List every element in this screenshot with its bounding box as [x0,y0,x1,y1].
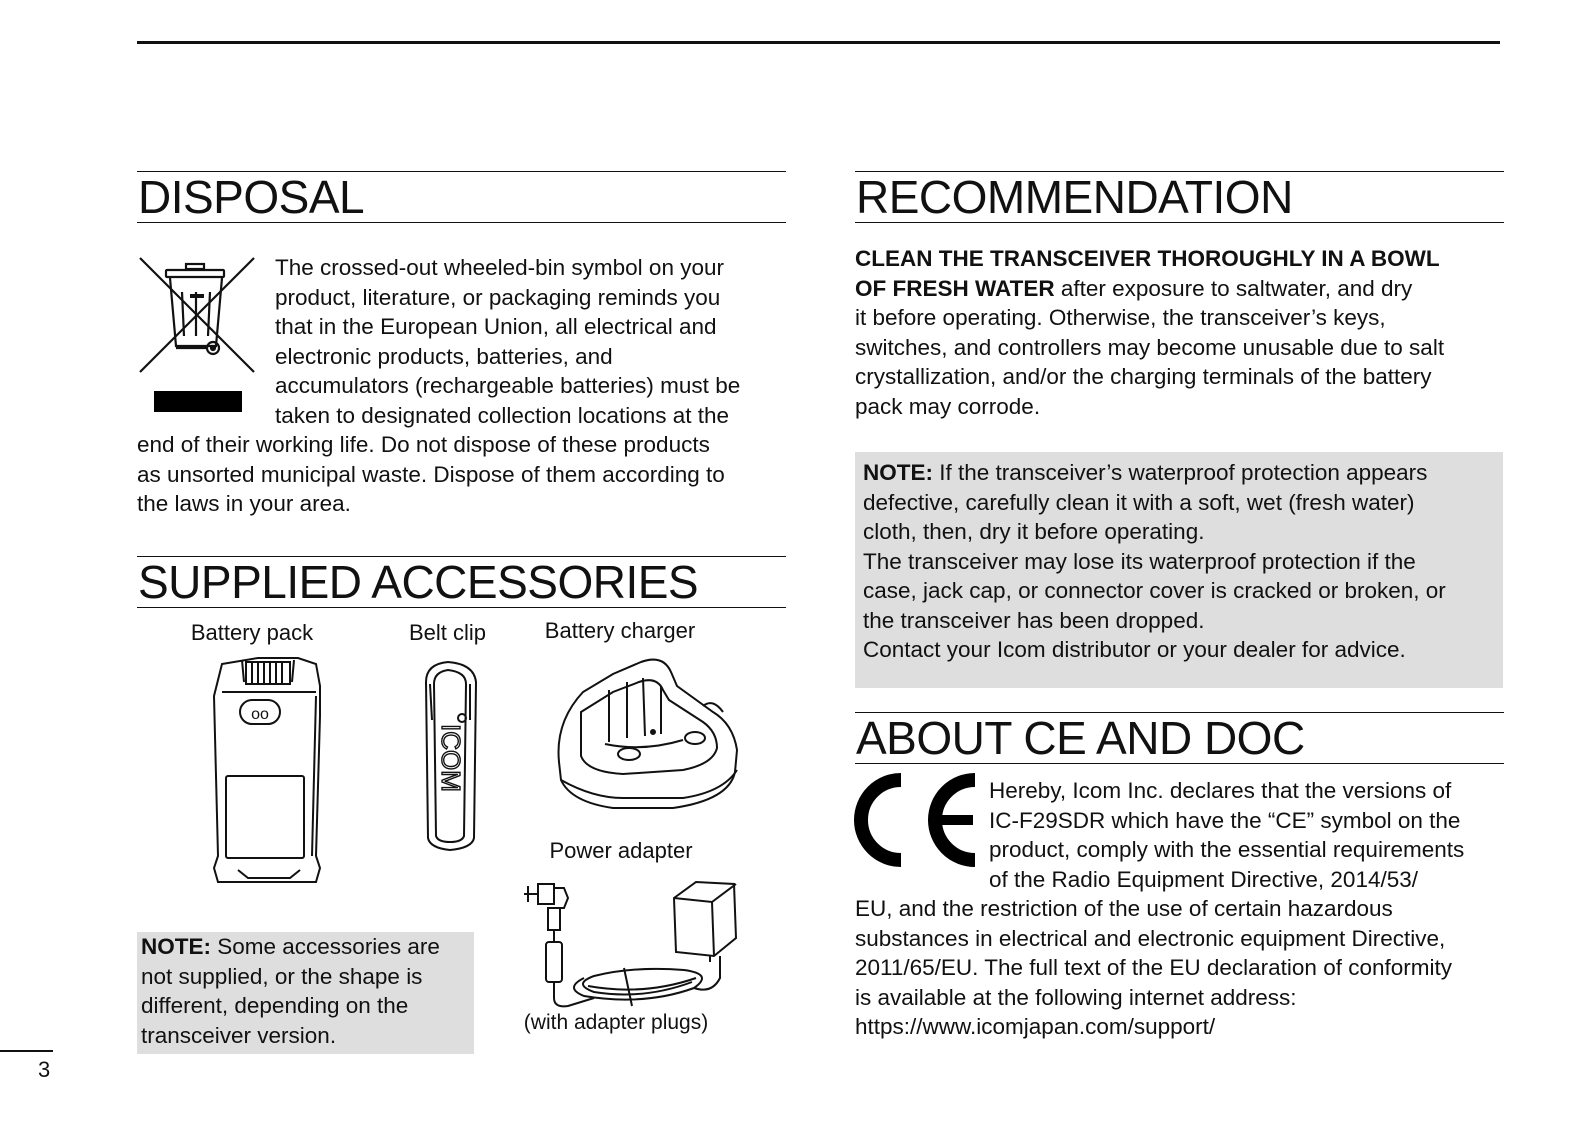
note-line: different, depending on the [141,993,409,1018]
note-label: NOTE: [863,460,933,485]
note-label: NOTE: [141,934,211,959]
note-line: the transceiver has been dropped. [863,607,1205,633]
text-line: crystallization, and/or the charging terminals of the battery [855,364,1432,389]
note-line: The transceiver may lose its waterproof protection if the [863,548,1416,574]
bold-phrase: OF FRESH WATER [855,275,1055,301]
recommendation-note [855,452,1503,688]
text-line: 2011/65/EU. The full text of the EU declaration of conformity [855,955,1452,980]
text-line: product, literature, or packaging reminds you [275,284,721,310]
text-line: as unsorted municipal waste. Dispose of them according to [137,461,725,487]
battery-pack-image [208,656,332,891]
ce-mark-icon [853,776,983,862]
text-line: Hereby, Icom Inc. declares that the versions of [989,778,1452,803]
text-line: it before operating. Otherwise, the transceiver’s keys, [855,305,1386,330]
note-line: case, jack cap, or connector cover is cracked or broken, or [863,578,1446,603]
page-number-rule [0,1050,53,1052]
svg-text:oo: oo [251,706,269,723]
text-line: of the Radio Equipment Directive, 2014/53/ [989,866,1419,892]
adapter-plugs-label: (with adapter plugs) [523,1011,709,1034]
note-text: If the transceiver’s waterproof protection appears [933,460,1428,485]
disposal-full-text [137,430,787,519]
note-line [141,932,474,962]
note-line [863,458,1503,488]
belt-clip-label: Belt clip [408,620,487,645]
note-line: not supplied, or the shape is [141,963,423,989]
belt-clip-brand: ICOM [436,724,466,792]
top-rule [137,41,1500,44]
accessories-note [137,932,474,1054]
note-line: Contact your Icom distributor or your dealer for advice. [863,637,1406,662]
text-run: after exposure to saltwater, and dry [1054,275,1413,301]
accessories-heading: SUPPLIED ACCESSORIES [137,556,786,608]
note-line: cloth, then, dry it before operating. [863,519,1205,544]
text-line: EU, and the restriction of the use of certain hazardous [855,896,1393,921]
text-line: electronic products, batteries, and [275,343,613,369]
text-line: product, comply with the essential requirements [989,837,1465,862]
support-url: https://www.icomjapan.com/support/ [855,1014,1216,1039]
text-line: the laws in your area. [137,491,351,516]
text-line: The crossed-out wheeled-bin symbol on your [275,255,724,280]
power-adapter-label: Power adapter [549,838,693,863]
text-line: IC-F29SDR which have the “CE” symbol on the [989,807,1461,833]
text-line: pack may corrode. [855,393,1041,419]
text-line: substances in electrical and electronic equipment Directive, [855,925,1446,951]
battery-charger-label: Battery charger [544,618,696,643]
text-line: accumulators (rechargeable batteries) must be [275,373,741,398]
text-line: is available at the following internet address: [855,984,1297,1010]
note-line: defective, carefully clean it with a soft, wet (fresh water) [863,489,1415,515]
ce-full-text [855,894,1505,1042]
text-line: switches, and controllers may become unusable due to salt [855,334,1445,360]
disposal-heading: DISPOSAL [137,171,786,223]
belt-clip-image [420,660,484,860]
text-line: that in the European Union, all electrical and [275,314,717,339]
power-adapter-image [524,878,754,1028]
text-line: CLEAN THE TRANSCEIVER THOROUGHLY IN A BOWL [855,246,1440,271]
text-line: end of their working life. Do not dispose of these products [137,432,710,457]
battery-pack-label: Battery pack [190,620,314,645]
note-text: Some accessories are [211,934,440,959]
page-number: 3 [38,1057,51,1082]
crossed-bin-icon [138,256,258,416]
ce-heading: ABOUT CE AND DOC [855,712,1504,764]
note-line: transceiver version. [141,1022,337,1048]
battery-charger-image [553,652,743,822]
recommendation-text [855,244,1505,421]
ce-wrap-text [989,776,1509,894]
text-line [855,274,1505,304]
disposal-wrap-text [275,253,795,430]
recommendation-heading: RECOMMENDATION [855,171,1504,223]
text-line: taken to designated collection locations at the [275,402,730,428]
